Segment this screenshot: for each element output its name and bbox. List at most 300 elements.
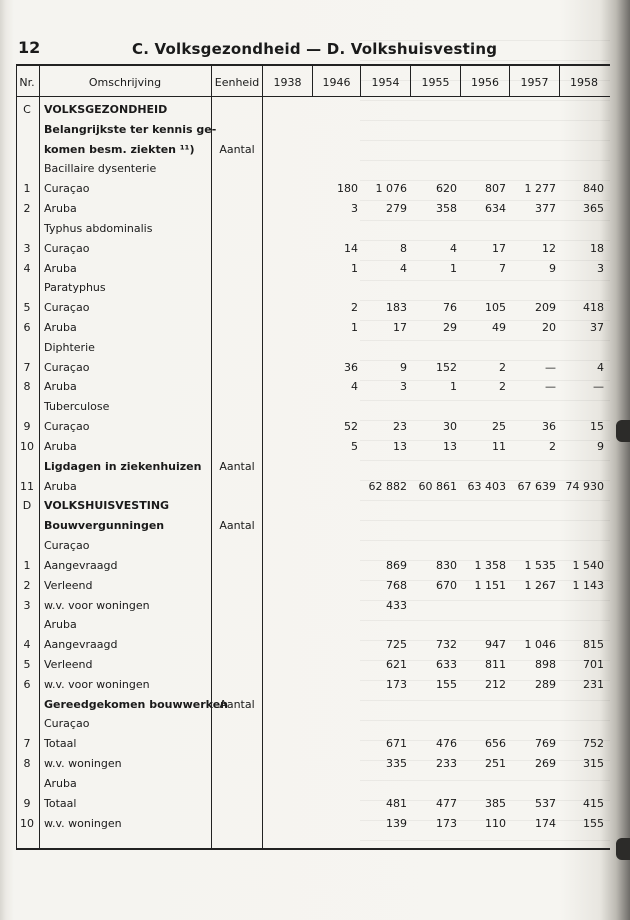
row-description: VOLKSGEZONDHEID [44, 103, 168, 116]
value-cell [461, 596, 506, 615]
value-cell [263, 457, 309, 476]
value-cell [560, 714, 604, 733]
value-cell [461, 397, 506, 416]
value-cell [263, 338, 309, 357]
value-cell: 1 076 [375, 182, 407, 195]
column-rule [509, 64, 510, 96]
value-cell [263, 219, 309, 238]
row-unit [212, 358, 262, 377]
value-cell: 656 [485, 737, 506, 750]
row-number: 8 [23, 380, 31, 393]
value-cell: 5 [351, 440, 358, 453]
row-description: Totaal [44, 797, 77, 810]
row-number: 9 [23, 797, 31, 810]
value-cell [263, 259, 309, 278]
value-cell [361, 219, 407, 238]
value-cell: 105 [485, 301, 506, 314]
value-cell [313, 477, 358, 496]
binder-clip [616, 838, 630, 860]
row-description: Bouwvergunningen [44, 519, 165, 532]
value-cell [263, 635, 309, 654]
value-cell: 4 [351, 380, 358, 393]
row-number [16, 774, 38, 793]
row-description: Aruba [44, 262, 77, 275]
value-cell: 13 [393, 440, 407, 453]
value-cell [263, 477, 309, 496]
value-cell [411, 140, 457, 159]
value-cell: 633 [436, 658, 457, 671]
value-cell [461, 496, 506, 515]
row-unit [212, 477, 262, 496]
value-cell [313, 655, 358, 674]
value-cell: 385 [485, 797, 506, 810]
value-cell [560, 100, 604, 119]
row-number [16, 120, 38, 139]
row-description: Curaçao [44, 182, 90, 195]
value-cell [263, 714, 309, 733]
value-cell: 180 [337, 182, 358, 195]
row-description: Aruba [44, 202, 77, 215]
value-cell [411, 457, 457, 476]
value-cell: 830 [436, 559, 457, 572]
value-cell: 1 [351, 321, 358, 334]
value-cell: 183 [386, 301, 407, 314]
value-cell [461, 140, 506, 159]
row-unit [212, 397, 262, 416]
value-cell [411, 536, 457, 555]
value-cell: 1 [351, 262, 358, 275]
row-unit [212, 259, 262, 278]
column-rule [559, 64, 560, 96]
value-cell [461, 120, 506, 139]
row-description: Typhus abdominalis [44, 222, 153, 235]
value-cell: 139 [386, 817, 407, 830]
header-bottom-rule [16, 96, 610, 97]
value-cell: 289 [535, 678, 556, 691]
value-cell: 701 [583, 658, 604, 671]
row-number: 1 [23, 559, 31, 572]
row-number [16, 140, 38, 159]
value-cell: 840 [583, 182, 604, 195]
value-cell [313, 159, 358, 178]
value-cell [560, 219, 604, 238]
row-description: Aruba [44, 480, 77, 493]
row-number [16, 714, 38, 733]
column-header-year: 1938 [273, 76, 302, 89]
value-cell: 1 540 [572, 559, 604, 572]
value-cell [263, 159, 309, 178]
value-cell: 377 [535, 202, 556, 215]
value-cell: 537 [535, 797, 556, 810]
row-number: 9 [23, 420, 31, 433]
row-unit [212, 655, 262, 674]
row-unit [212, 199, 262, 218]
value-cell: 2 [499, 361, 506, 374]
column-rule [410, 64, 411, 96]
value-cell: 233 [436, 757, 457, 770]
row-description: Totaal [44, 737, 77, 750]
value-cell [313, 140, 358, 159]
row-description: Aruba [44, 321, 77, 334]
value-cell: 20 [542, 321, 556, 334]
value-cell [560, 516, 604, 535]
value-cell: 9 [597, 440, 604, 453]
value-cell: 49 [492, 321, 506, 334]
row-description: Paratyphus [44, 281, 106, 294]
value-cell [510, 100, 556, 119]
row-unit [212, 536, 262, 555]
value-cell [313, 754, 358, 773]
row-unit [212, 714, 262, 733]
row-description: Bacillaire dysenterie [44, 162, 157, 175]
value-cell: 12 [542, 242, 556, 255]
row-description: Curaçao [44, 717, 90, 730]
value-cell [411, 120, 457, 139]
row-unit [212, 615, 262, 634]
value-cell: 7 [499, 262, 506, 275]
value-cell [560, 140, 604, 159]
value-cell: 9 [400, 361, 407, 374]
value-cell [461, 219, 506, 238]
value-cell [313, 596, 358, 615]
value-cell [510, 516, 556, 535]
value-cell [461, 695, 506, 714]
binder-clip [616, 420, 630, 442]
row-unit [212, 159, 262, 178]
row-number: 2 [23, 579, 31, 592]
row-number: 7 [23, 737, 31, 750]
value-cell [263, 100, 309, 119]
value-cell: 1 358 [474, 559, 506, 572]
row-unit [212, 754, 262, 773]
value-cell: 60 861 [418, 480, 457, 493]
value-cell [263, 179, 309, 198]
value-cell [411, 397, 457, 416]
row-description: Curaçao [44, 301, 90, 314]
row-unit [212, 338, 262, 357]
value-cell [510, 278, 556, 297]
column-header-omschrijving: Omschrijving [88, 76, 162, 89]
row-number: 4 [23, 638, 31, 651]
value-cell [361, 695, 407, 714]
value-cell: 4 [400, 262, 407, 275]
value-cell: 30 [443, 420, 457, 433]
value-cell [461, 516, 506, 535]
value-cell [560, 596, 604, 615]
value-cell [510, 338, 556, 357]
value-cell [361, 140, 407, 159]
value-cell: 173 [386, 678, 407, 691]
value-cell [263, 318, 309, 337]
row-description: Verleend [44, 579, 93, 592]
value-cell [411, 695, 457, 714]
value-cell [263, 536, 309, 555]
value-cell [411, 100, 457, 119]
value-cell [411, 714, 457, 733]
value-cell: 17 [393, 321, 407, 334]
value-cell: 335 [386, 757, 407, 770]
value-cell [361, 457, 407, 476]
value-cell [361, 536, 407, 555]
row-number: 6 [23, 678, 31, 691]
column-rule [39, 64, 40, 850]
value-cell [510, 397, 556, 416]
value-cell: 365 [583, 202, 604, 215]
value-cell: 36 [542, 420, 556, 433]
value-cell: 621 [386, 658, 407, 671]
value-cell [510, 695, 556, 714]
value-cell [313, 536, 358, 555]
row-unit: Aantal [219, 460, 255, 473]
value-cell [263, 596, 309, 615]
row-unit [212, 219, 262, 238]
value-cell: 18 [590, 242, 604, 255]
value-cell [560, 615, 604, 634]
row-unit [212, 774, 262, 793]
row-number [16, 536, 38, 555]
value-cell [313, 397, 358, 416]
value-cell [510, 120, 556, 139]
row-unit [212, 734, 262, 753]
row-number: 10 [20, 440, 34, 453]
value-cell [361, 120, 407, 139]
row-unit [212, 239, 262, 258]
value-cell [263, 774, 309, 793]
row-description: VOLKSHUISVESTING [44, 499, 170, 512]
value-cell: — [593, 380, 604, 393]
row-number: 4 [23, 262, 31, 275]
value-cell [263, 140, 309, 159]
row-unit [212, 318, 262, 337]
value-cell [361, 516, 407, 535]
value-cell [510, 457, 556, 476]
value-cell [263, 794, 309, 813]
row-number: 11 [20, 480, 34, 493]
row-description: Belangrijkste ter kennis ge- [44, 123, 217, 136]
value-cell: 1 [450, 262, 457, 275]
value-cell [461, 278, 506, 297]
column-rule [460, 64, 461, 96]
value-cell: 155 [436, 678, 457, 691]
value-cell [313, 734, 358, 753]
row-unit: Aantal [219, 143, 255, 156]
value-cell [313, 496, 358, 515]
value-cell [361, 278, 407, 297]
value-cell: 52 [344, 420, 358, 433]
value-cell [510, 159, 556, 178]
value-cell: 358 [436, 202, 457, 215]
value-cell: 815 [583, 638, 604, 651]
value-cell [361, 338, 407, 357]
column-rule [360, 64, 361, 96]
value-cell [313, 814, 358, 833]
value-cell [461, 159, 506, 178]
value-cell [461, 714, 506, 733]
row-number: 6 [23, 321, 31, 334]
value-cell [411, 219, 457, 238]
row-number: 8 [23, 757, 31, 770]
value-cell [411, 496, 457, 515]
value-cell [263, 437, 309, 456]
value-cell [461, 774, 506, 793]
row-number [16, 615, 38, 634]
value-cell [361, 714, 407, 733]
value-cell [313, 794, 358, 813]
value-cell: 315 [583, 757, 604, 770]
value-cell [313, 457, 358, 476]
row-number [16, 219, 38, 238]
column-header-year: 1957 [520, 76, 549, 89]
row-description: w.v. woningen [44, 817, 122, 830]
value-cell: 279 [386, 202, 407, 215]
value-cell: 1 277 [524, 182, 556, 195]
value-cell [263, 576, 309, 595]
value-cell: 231 [583, 678, 604, 691]
row-number: 10 [20, 817, 34, 830]
row-unit [212, 496, 262, 515]
row-unit: Aantal [219, 519, 255, 532]
value-cell [263, 377, 309, 396]
row-number [16, 338, 38, 357]
row-number: 3 [23, 599, 31, 612]
row-number [16, 159, 38, 178]
row-unit: Aantal [219, 698, 255, 711]
row-description: Aruba [44, 440, 77, 453]
value-cell [461, 536, 506, 555]
row-unit [212, 556, 262, 575]
value-cell [411, 774, 457, 793]
column-header-eenheid: Eenheid [214, 76, 260, 89]
value-cell: 807 [485, 182, 506, 195]
value-cell: 3 [400, 380, 407, 393]
value-cell [313, 695, 358, 714]
value-cell: 15 [590, 420, 604, 433]
value-cell [510, 596, 556, 615]
row-number: 5 [23, 301, 31, 314]
row-unit [212, 576, 262, 595]
row-number [16, 397, 38, 416]
value-cell [313, 635, 358, 654]
value-cell [510, 140, 556, 159]
value-cell [361, 397, 407, 416]
row-unit [212, 298, 262, 317]
column-header-year: 1946 [322, 76, 351, 89]
value-cell [263, 615, 309, 634]
value-cell: 620 [436, 182, 457, 195]
column-header-year: 1954 [371, 76, 400, 89]
value-cell [263, 675, 309, 694]
row-number [16, 516, 38, 535]
row-number: 1 [23, 182, 31, 195]
row-unit [212, 179, 262, 198]
value-cell [510, 714, 556, 733]
value-cell [510, 219, 556, 238]
row-description: Diphterie [44, 341, 95, 354]
row-description: w.v. woningen [44, 757, 122, 770]
table-bottom-rule [16, 848, 610, 850]
row-number [16, 457, 38, 476]
value-cell: 152 [436, 361, 457, 374]
value-cell: 74 930 [565, 480, 604, 493]
value-cell [560, 278, 604, 297]
value-cell [560, 536, 604, 555]
value-cell [411, 159, 457, 178]
value-cell: 811 [485, 658, 506, 671]
value-cell: 67 639 [517, 480, 556, 493]
value-cell: 13 [443, 440, 457, 453]
value-cell: 269 [535, 757, 556, 770]
value-cell [263, 516, 309, 535]
value-cell [313, 675, 358, 694]
value-cell [263, 239, 309, 258]
value-cell: 415 [583, 797, 604, 810]
value-cell: 477 [436, 797, 457, 810]
value-cell: 768 [386, 579, 407, 592]
value-cell: 62 882 [368, 480, 407, 493]
value-cell [313, 120, 358, 139]
value-cell [361, 615, 407, 634]
value-cell [461, 615, 506, 634]
value-cell: 769 [535, 737, 556, 750]
value-cell [263, 734, 309, 753]
value-cell: 110 [485, 817, 506, 830]
value-cell [560, 457, 604, 476]
value-cell [263, 298, 309, 317]
value-cell [263, 754, 309, 773]
page-number: 12 [18, 38, 41, 57]
value-cell [411, 278, 457, 297]
value-cell [461, 457, 506, 476]
row-number [16, 695, 38, 714]
value-cell [263, 397, 309, 416]
value-cell: 3 [351, 202, 358, 215]
value-cell: 1 143 [572, 579, 604, 592]
value-cell [313, 615, 358, 634]
column-header-nr: Nr. [19, 76, 35, 89]
row-description: Curaçao [44, 242, 90, 255]
value-cell [263, 814, 309, 833]
value-cell: 1 [450, 380, 457, 393]
value-cell [361, 496, 407, 515]
table-top-rule [16, 64, 610, 66]
row-description: Verleend [44, 658, 93, 671]
value-cell: 11 [492, 440, 506, 453]
value-cell [560, 338, 604, 357]
value-cell: 37 [590, 321, 604, 334]
value-cell: 9 [549, 262, 556, 275]
value-cell: 212 [485, 678, 506, 691]
value-cell [461, 100, 506, 119]
row-unit [212, 596, 262, 615]
row-unit [212, 437, 262, 456]
value-cell: 23 [393, 420, 407, 433]
value-cell [411, 338, 457, 357]
value-cell: 670 [436, 579, 457, 592]
value-cell: 1 151 [474, 579, 506, 592]
value-cell [313, 219, 358, 238]
column-header-year: 1958 [570, 76, 598, 89]
value-cell: 869 [386, 559, 407, 572]
column-header-year: 1955 [421, 76, 450, 89]
row-number: 2 [23, 202, 31, 215]
row-number: 5 [23, 658, 31, 671]
column-rule [312, 64, 313, 96]
value-cell [510, 774, 556, 793]
row-description: w.v. voor woningen [44, 678, 150, 691]
row-description: w.v. voor woningen [44, 599, 150, 612]
value-cell: 732 [436, 638, 457, 651]
value-cell: 2 [549, 440, 556, 453]
